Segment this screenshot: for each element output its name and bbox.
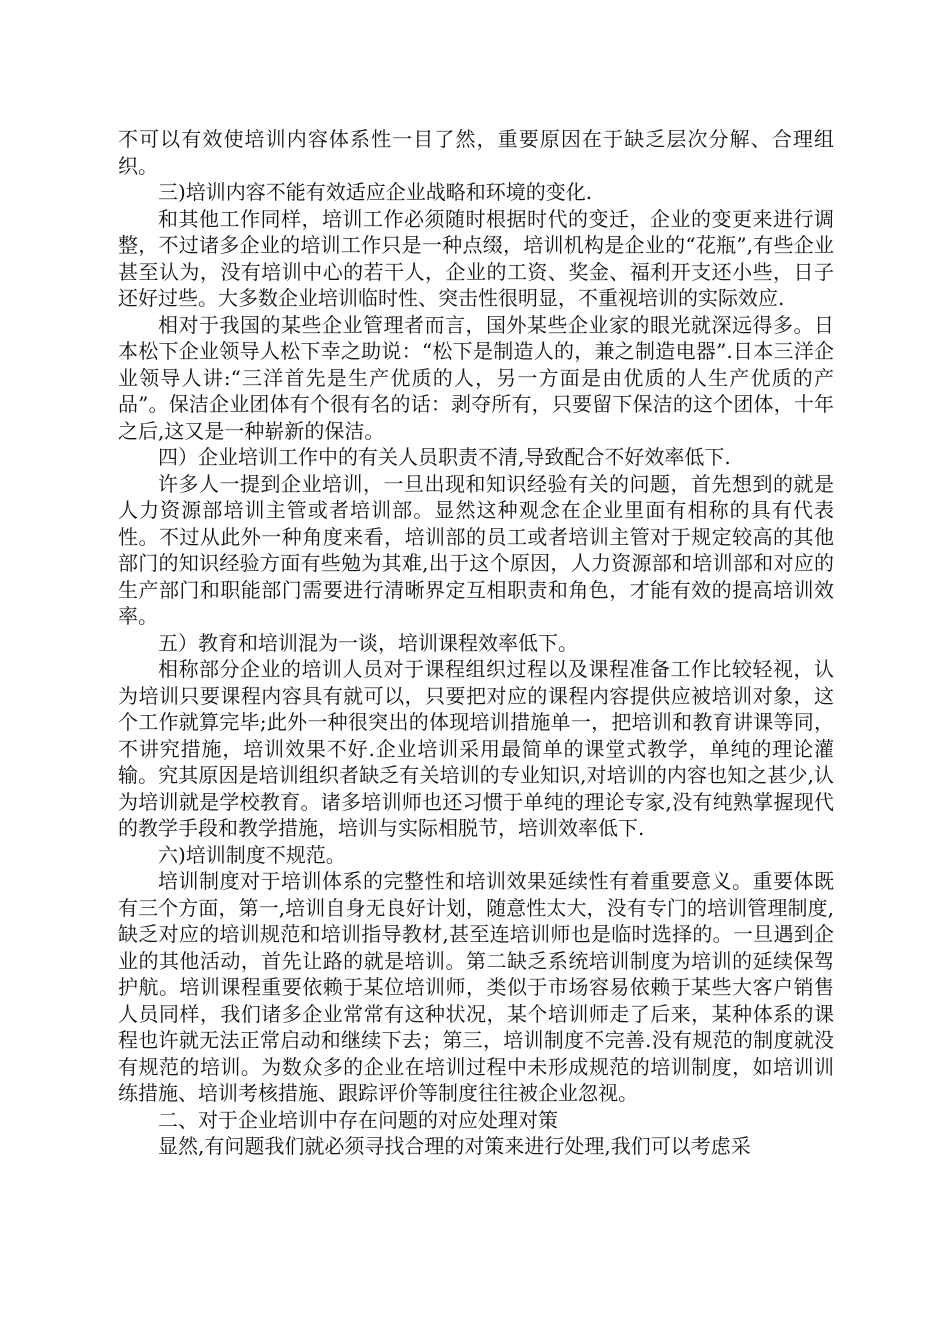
section-heading-5: 五）教育和培训混为一谈，培训课程效率低下。: [158, 630, 578, 655]
paragraph-training-vase: 和其他工作同样，培训工作必须随时根据时代的变迁，企业的变更来进行调整，不过诸多企业的培训工作只是一种点缀，培训机构是企业的“花瓶”,有些企业甚至认为，没有培训中心的若干人，企业的工资、奖金、福利开支还小些，日子还好过些。大多数企业培训临时性、突击性很明显，不重视培训的实际效应.: [118, 206, 834, 310]
section-heading-4: 四）企业培训工作中的有关人员职责不清,导致配合不好效率低下.: [158, 445, 731, 469]
document-page: [118, 126, 834, 1160]
section-heading-3: 三)培训内容不能有效适应企业战略和环境的变化.: [158, 180, 593, 204]
paragraph-course-efficiency: 相称部分企业的培训人员对于课程组织过程以及课程准备工作比较轻视，认为培训只要课程内容具有就可以，只要把对应的课程内容提供应被培训对象，这个工作就算完毕;此外一种很突出的体现培训措施单一，把培训和教育讲课等同，不讲究措施，培训效果不好.企业培训采用最简单的课堂式教学，单纯的理论灌输。究其原因是培训组织者缺乏有关培训的专业知识,对培训的内容也知之甚少,认为培训就是学校教育。诸多培训师也还习惯于单纯的理论专家,没有纯熟掌握现代的教学手段和教学措施，培训与实际相脱节，培训效率低下.: [118, 657, 834, 840]
paragraph-countermeasures: 显然,有问题我们就必须寻找合理的对策来进行处理,我们可以考虑采: [158, 1134, 751, 1158]
section-heading-6: 六)培训制度不规范。: [158, 842, 346, 867]
paragraph-training-system: 培训制度对于培训体系的完整性和培训效果延续性有着重要意义。重要体既有三个方面，第一,培训自身无良好计划，随意性太大，没有专门的培训管理制度,缺乏对应的培训规范和培训指导教材,甚至连培训师也是临时选择的。一旦遇到企业的其他活动，首先让路的就是培训。第二缺乏系统培训制度为培训的延续保驾护航。培训课程重要依赖于某位培训师，类似于市场容易依赖于某些大客户销售人员同样，我们诸多企业常常有这种状况，某个培训师走了后来，某种体系的课程也许就无法正常启动和继续下去；第三，培训制度不完善.没有规范的制度就没有规范的培训。为数众多的企业在培训过程中未形成规范的培训制度，如培训训练措施、培训考核措施、跟踪评价等制度往往被企业忽视。: [118, 869, 834, 1105]
section-heading-part-2: 二、对于企业培训中存在问题的对应处理对策: [158, 1107, 558, 1132]
paragraph-foreign-entrepreneurs: 相对于我国的某些企业管理者而言，国外某些企业家的眼光就深远得多。日本松下企业领导人松下幸之助说：“松下是制造人的，兼之制造电器”.日本三洋企业领导人讲:“三洋首先是生产优质的人，另一方面是由优质的人生产优质的产品”。保洁企业团体有个很有名的话：剥夺所有，只要留下保洁的这个团体，十年之后,这又是一种崭新的保洁。: [118, 312, 834, 443]
paragraph-continuation: 不可以有效使培训内容体系性一目了然，重要原因在于缺乏层次分解、合理组织。: [118, 127, 834, 178]
paragraph-responsibilities: 许多人一提到企业培训，一旦出现和知识经验有关的问题，首先想到的就是人力资源部培训主管或者培训部。显然这种观念在企业里面有相称的具有代表性。不过从此外一种角度来看，培训部的员工或者培训主管对于规定较高的其他部门的知识经验方面有些勉为其难,出于这个原因，人力资源部和培训部和对应的生产部门和职能部门需要进行清晰界定互相职责和角色，才能有效的提高培训效率。: [118, 471, 834, 628]
